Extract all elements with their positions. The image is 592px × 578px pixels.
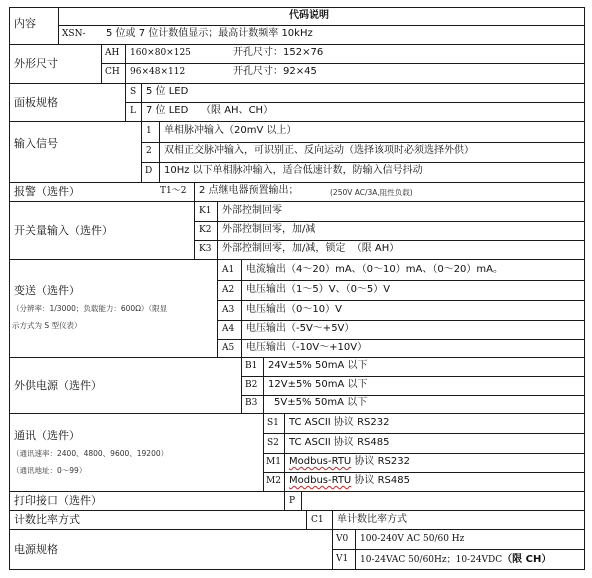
desc-S2: TC ASCII 协议 RS485 xyxy=(289,437,390,448)
size-AH: 160×80×125 xyxy=(130,48,191,58)
col-rule xyxy=(301,491,302,511)
desc-input-D: 10Hz 以下单相脉冲输入，适合低速计数，防输入信号抖动 xyxy=(164,165,423,176)
rule xyxy=(141,162,584,163)
rule xyxy=(217,320,584,321)
rule xyxy=(58,25,584,26)
label-comm: 通讯（选件） xyxy=(14,429,80,442)
size-CH: 96×48×112 xyxy=(130,67,186,77)
rule xyxy=(9,83,584,84)
code-input-2: 2 xyxy=(146,146,152,156)
rule xyxy=(217,300,584,301)
desc-M2 xyxy=(289,476,410,486)
code-A4: A4 xyxy=(222,324,235,334)
note-transmit-1: （分辨率：1/3000；负载能力：600Ω）（限显 xyxy=(12,304,168,313)
code-K3: K3 xyxy=(199,244,212,254)
rule xyxy=(9,201,584,202)
label-ratio: 计数比率方式 xyxy=(14,513,80,526)
desc-S: 5 位 LED xyxy=(146,86,189,97)
label-switch: 开关量输入（选件） xyxy=(14,224,113,237)
col-rule xyxy=(101,44,102,84)
desc-B1: 24V±5% 50mA 以下 xyxy=(268,360,368,371)
rule xyxy=(9,491,584,492)
col-rule xyxy=(159,121,160,183)
code-CH: CH xyxy=(105,67,120,77)
rule xyxy=(241,395,584,396)
power-range-v1: 10-24VAC 50/60Hz；10-24VDC xyxy=(360,555,503,565)
code-L: L xyxy=(130,106,136,116)
code-K2: K2 xyxy=(199,225,212,235)
desc-V1 xyxy=(360,555,551,565)
col-rule xyxy=(306,510,307,530)
desc-L: 7 位 LED （限 AH、CH） xyxy=(146,105,274,116)
desc-input-2: 双相正交脉冲输入，可识别正、反向运动（选择该项时必须选择外供） xyxy=(164,145,474,156)
col-rule xyxy=(141,121,142,183)
code-input-D: D xyxy=(145,166,153,176)
col-rule xyxy=(332,510,333,570)
rule xyxy=(263,433,584,434)
code-S: S xyxy=(130,87,137,97)
code-A2: A2 xyxy=(222,285,235,295)
limit-ch: （限 CH） xyxy=(502,554,552,565)
rule xyxy=(9,259,584,260)
modbus-rtu-m2: Modbus-RTU xyxy=(289,475,352,486)
protocol-m1: 协议 RS232 xyxy=(351,456,410,467)
label-input: 输入信号 xyxy=(14,137,58,150)
border-bottom xyxy=(9,569,584,570)
label-panel: 面板规格 xyxy=(14,96,58,109)
cutout-CH: 开孔尺寸：92×45 xyxy=(233,66,317,77)
rule xyxy=(141,142,584,143)
code-AH: AH xyxy=(105,48,120,58)
desc-B2: 12V±5% 50mA 以下 xyxy=(268,379,368,390)
code-A5: A5 xyxy=(222,343,235,353)
rule xyxy=(241,376,584,377)
code-B1: B1 xyxy=(245,361,258,371)
rule xyxy=(101,63,584,64)
rule xyxy=(263,472,584,473)
desc-K3: 外部控制回零，加/减，锁定 （限 AH） xyxy=(222,243,400,254)
rule xyxy=(332,549,584,550)
col-rule xyxy=(217,259,218,358)
label-transmit: 变送（选件） xyxy=(14,284,80,297)
desc-V0: 100-240V AC 50/60 Hz xyxy=(360,534,465,544)
desc-M1 xyxy=(289,457,410,467)
col-rule xyxy=(141,83,142,122)
code-P: P xyxy=(289,496,296,506)
code-V1: V1 xyxy=(336,554,349,564)
col-rule xyxy=(355,529,356,570)
code-B2: B2 xyxy=(245,380,258,390)
desc-alarm: 2 点继电器预置输出； xyxy=(199,185,299,196)
label-content: 内容 xyxy=(14,17,36,30)
page-title: 代码说明 xyxy=(289,10,329,21)
modbus-rtu-m1: Modbus-RTU xyxy=(289,456,352,467)
col-rule xyxy=(284,491,285,511)
col-rule xyxy=(125,83,126,122)
rule xyxy=(9,182,584,183)
rule xyxy=(217,280,584,281)
label-supply: 外供电源（选件） xyxy=(14,379,102,392)
rule xyxy=(9,510,584,511)
desc-A3: 电压输出（0～10）V xyxy=(246,304,342,315)
rule xyxy=(9,121,584,122)
label-dimensions: 外形尺寸 xyxy=(14,57,58,70)
col-rule xyxy=(125,44,126,84)
col-rule xyxy=(58,7,59,45)
desc-K1: 外部控制回零 xyxy=(222,205,282,216)
code-V0: V0 xyxy=(336,534,349,544)
rule xyxy=(9,529,584,530)
code-A1: A1 xyxy=(222,265,235,275)
code-K1: K1 xyxy=(199,206,212,216)
code-alarm: T1～2 xyxy=(160,186,187,196)
rule xyxy=(217,339,584,340)
border-right xyxy=(584,7,585,570)
desc-A5: 电压输出（-10V～+10V） xyxy=(246,342,368,353)
note-transmit-2: 示方式为 S 型仪表） xyxy=(12,321,82,330)
note-comm-1: （通讯速率：2400、4800、9600、19200） xyxy=(12,449,169,458)
border-top xyxy=(9,7,584,8)
col-rule xyxy=(194,182,195,260)
code-input-1: 1 xyxy=(146,126,152,136)
border-left xyxy=(9,7,10,570)
rule xyxy=(263,453,584,454)
desc-content: 5 位或 7 位计数值显示；最高计数频率 10kHz xyxy=(106,28,313,39)
desc-A1: 电流输出（4～20）mA、（0～10）mA、（0～20）mA。 xyxy=(246,264,504,275)
col-rule xyxy=(217,201,218,260)
desc-C1: 单计数比率方式 xyxy=(337,514,407,525)
code-S2: S2 xyxy=(267,438,279,448)
protocol-m2: 协议 RS485 xyxy=(351,475,410,486)
rule xyxy=(9,413,584,414)
label-alarm: 报警（选件） xyxy=(14,185,80,198)
code-B3: B3 xyxy=(245,398,258,408)
desc-A4: 电压输出（-5V～+5V） xyxy=(246,323,355,334)
code-M2: M2 xyxy=(266,476,281,486)
desc-S1: TC ASCII 协议 RS232 xyxy=(289,417,390,428)
cutout-AH: 开孔尺寸：152×76 xyxy=(233,47,324,58)
rule xyxy=(9,357,584,358)
code-C1: C1 xyxy=(311,515,324,525)
col-rule xyxy=(241,259,242,414)
label-power: 电源规格 xyxy=(14,543,58,556)
desc-input-1: 单相脉冲输入（20mV 以上） xyxy=(164,125,297,136)
rule xyxy=(194,221,584,222)
desc-A2: 电压输出（1～5）V、（0～5）V xyxy=(246,284,391,295)
code-A3: A3 xyxy=(222,305,235,315)
note-comm-2: （通讯地址：0～99） xyxy=(12,466,87,475)
code-M1: M1 xyxy=(266,457,281,467)
col-rule xyxy=(284,413,285,492)
desc-K2: 外部控制回零，加/减 xyxy=(222,224,316,235)
rule xyxy=(125,102,584,103)
rule xyxy=(194,240,584,241)
desc-B3: 5V±5% 50mA 以下 xyxy=(274,397,368,408)
col-rule xyxy=(263,357,264,492)
code-content: XSN- xyxy=(62,29,86,39)
note-alarm: (250V AC/3A,阻性负载) xyxy=(330,188,413,197)
rule xyxy=(9,44,584,45)
label-print: 打印接口（选件） xyxy=(14,494,102,507)
code-S1: S1 xyxy=(267,418,279,428)
